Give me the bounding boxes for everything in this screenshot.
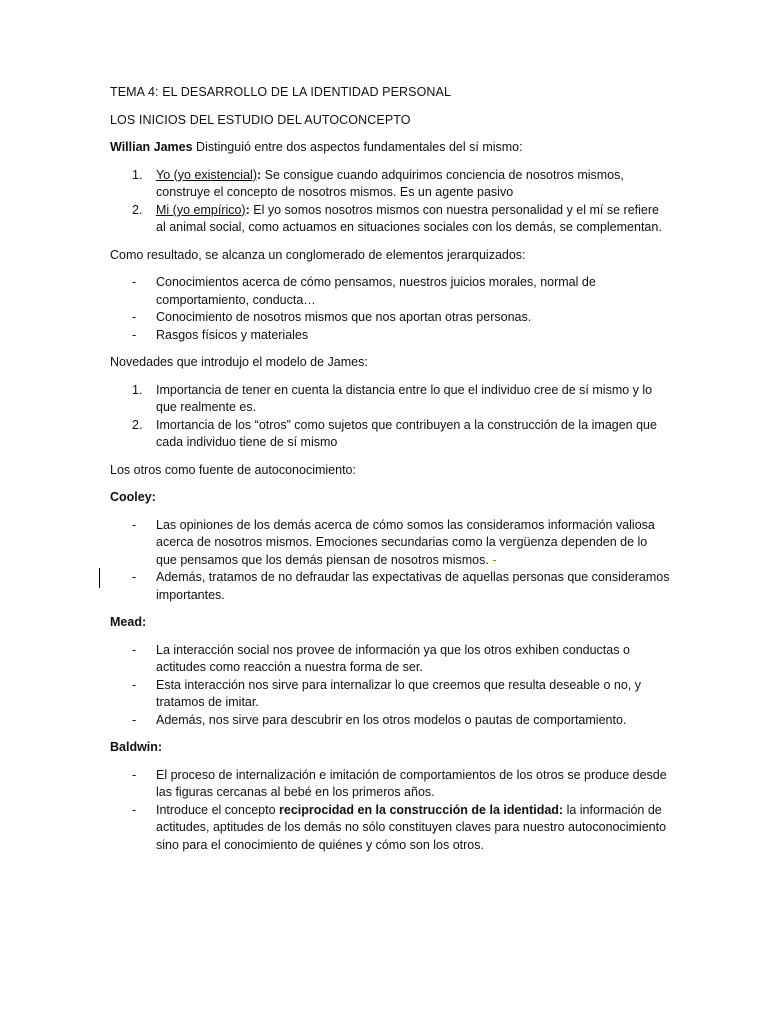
list-item-text: Conocimiento de nosotros mismos que nos aportan otras personas. xyxy=(156,310,532,324)
author-name: Willian James xyxy=(110,140,193,154)
list-item-text: Conocimientos acerca de cómo pensamos, nuestros juicios morales, normal de comportamiento, conducta… xyxy=(156,275,596,307)
list-number: 2. xyxy=(132,202,143,217)
list-number: 2. xyxy=(132,417,143,432)
cooley-heading xyxy=(110,489,670,507)
list-item xyxy=(110,569,670,604)
bullet-dash: - xyxy=(132,802,137,817)
intro-paragraph xyxy=(110,139,670,157)
aspects-list xyxy=(110,167,670,237)
list-item-text: Además, nos sirve para descubrir en los otros modelos o pautas de comportamiento. xyxy=(156,712,627,727)
list-item-text: La interacción social nos provee de información ya que los otros exhiben conductas o actitudes como reacción a nuestra forma de ser. xyxy=(156,642,630,674)
bullet-dash: - xyxy=(132,767,137,782)
list-item xyxy=(110,382,670,417)
result-intro: Como resultado, se alcanza un conglomerado de elementos jerarquizados: xyxy=(110,247,526,262)
list-number: 1. xyxy=(132,382,143,397)
aspect-text: Se consigue cuando adquirimos conciencia de nosotros mismos, construye el concepto de nosotros mismos. Es un agente pasivo xyxy=(156,167,624,199)
aspect-term: Mi (yo empírico) xyxy=(156,202,246,217)
baldwin-list xyxy=(110,767,670,855)
bullet-dash: - xyxy=(132,275,137,289)
aspect-text: El yo somos nosotros mismos con nuestra personalidad y el mí se refiere al animal social, como actuamos en situaciones sociales con los demás, se complementan. xyxy=(156,202,662,234)
otros-intro: Los otros como fuente de autoconocimiento: xyxy=(110,462,356,477)
list-item xyxy=(110,309,670,327)
list-item xyxy=(110,767,670,802)
list-item xyxy=(110,802,670,855)
mead-heading xyxy=(110,614,670,632)
bullet-dash: - xyxy=(132,310,137,324)
list-item xyxy=(110,642,670,677)
list-item xyxy=(110,167,670,202)
list-item xyxy=(110,517,670,570)
bullet-dash: - xyxy=(132,642,137,657)
list-item-text: Las opiniones de los demás acerca de cómo somos las consideramos información valiosa acerca de nosotros mismos. Emociones secundarias como la vergüenza dependen de lo que pensamos que los demás piensan de nosotros mismos. xyxy=(156,517,655,567)
baldwin-heading xyxy=(110,739,670,757)
aspect-colon: : xyxy=(256,167,262,182)
result-list xyxy=(110,274,670,344)
mead-heading-text: Mead: xyxy=(110,615,147,629)
list-item-text: la información de actitudes, aptitudes de los demás no sólo constituyen claves para nuestro autoconocimiento sino para el conocimiento de quiénes y cómo son los otros. xyxy=(156,802,667,852)
list-number: 1. xyxy=(132,167,143,182)
list-item xyxy=(110,202,670,237)
baldwin-heading-text: Baldwin: xyxy=(110,740,163,754)
aspect-colon: : xyxy=(245,202,250,217)
list-item xyxy=(110,274,670,309)
bullet-dash: - xyxy=(132,517,137,532)
list-item-text: Además, tratamos de no defraudar las expectativas de aquellas personas que consideramos importantes. xyxy=(156,570,670,602)
list-item-text: Rasgos físicos y materiales xyxy=(156,327,309,342)
bullet-dash: - xyxy=(132,570,137,584)
bullet-dash: - xyxy=(132,712,137,727)
document-title: TEMA 4: EL DESARROLLO DE LA IDENTIDAD PERSONAL xyxy=(110,85,452,99)
bullet-dash: - xyxy=(132,677,137,692)
list-item-text: El proceso de internalización e imitación de comportamientos de los otros se produce desde las figuras cercanas al bebé en los primeros años. xyxy=(156,767,667,799)
list-item xyxy=(110,417,670,452)
document-page xyxy=(110,84,670,864)
list-item xyxy=(110,677,670,712)
list-item-text: Esta interacción nos sirve para internalizar lo que creemos que resulta deseable o no, y tratamos de imitar. xyxy=(156,677,641,709)
trailing-dash: - xyxy=(492,552,497,567)
cooley-heading-text: Cooley: xyxy=(110,490,156,504)
key-concept: reciprocidad en la construcción de la identidad: xyxy=(279,802,564,817)
novedades-list xyxy=(110,382,670,452)
mead-list xyxy=(110,642,670,730)
cooley-list xyxy=(110,517,670,605)
intro-text: Distinguió entre dos aspectos fundamentales del sí mismo: xyxy=(192,140,523,154)
novedades-intro: Novedades que introdujo el modelo de James: xyxy=(110,355,368,369)
text-cursor xyxy=(99,568,100,588)
list-item xyxy=(110,712,670,730)
section-heading: LOS INICIOS DEL ESTUDIO DEL AUTOCONCEPTO xyxy=(110,112,411,127)
list-item-text: Importancia de tener en cuenta la distancia entre lo que el individuo cree de sí mismo y lo que realmente es. xyxy=(156,382,653,414)
aspect-term: Yo (yo existencial) xyxy=(156,167,257,182)
list-item xyxy=(110,327,670,345)
list-item-text: Imortancia de los “otros” como sujetos que contribuyen a la construcción de la imagen que cada individuo tiene de sí mismo xyxy=(156,417,657,449)
list-item-text: Introduce el concepto xyxy=(156,802,279,817)
bullet-dash: - xyxy=(132,327,137,342)
